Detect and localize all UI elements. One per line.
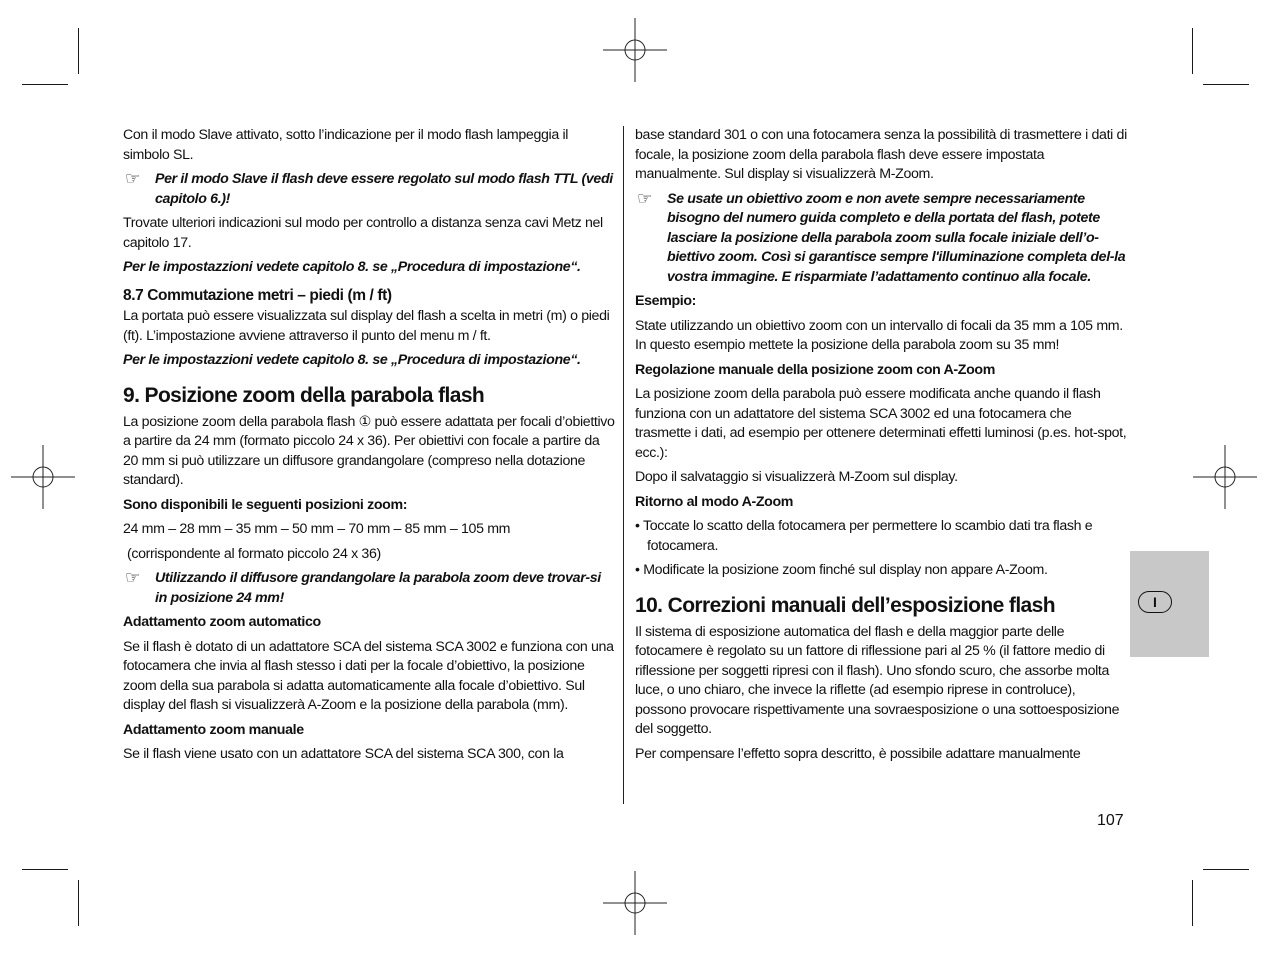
paragraph: base standard 301 o con una fotocamera senza la possibilità di trasmettere i dati di focale, la posizione zoom della parabola flash deve essere impostata manualmente. Sul display si visualizzerà M-Zoom. — [635, 127, 1127, 182]
bullet-item: • Toccate lo scatto della fotocamera per permettere lo scambio dati tra flash e fotocamera. — [635, 518, 1093, 554]
bullet-item: • Modificate la posizione zoom finché sul display non appare A-Zoom. — [635, 562, 1048, 578]
crop-mark — [1192, 880, 1193, 926]
subheading: Adattamento zoom manuale — [123, 721, 304, 738]
settings-reference: Per le impostazzioni vedete capitolo 8. se „Procedura di impostazione“. — [123, 259, 581, 275]
paragraph: Trovate ulteriori indicazioni sul modo per controllo a distanza senza cavi Metz nel capitolo 17. — [123, 215, 603, 251]
crop-mark — [78, 880, 79, 926]
subheading: Esempio: — [635, 293, 697, 309]
settings-reference: Per le impostazzioni vedete capitolo 8. se „Procedura di impostazione“. — [123, 352, 581, 368]
chapter-heading: 9. Posizione zoom della parabola flash — [123, 383, 485, 407]
paragraph: La portata può essere visualizzata sul display del flash a scelta in metri (m) o piedi (ft). L’impostazione avviene attraverso il punto del menu m / ft. — [123, 308, 610, 344]
crop-mark — [78, 28, 79, 74]
paragraph: Per compensare l’effetto sopra descritto, è possibile adattare manualmente — [635, 745, 1081, 762]
subheading: Ritorno al modo A-Zoom — [635, 493, 794, 510]
section-heading: 8.7 Commutazione metri – piedi (m / ft) — [123, 286, 392, 304]
paragraph: Se il flash viene usato con un adattatore SCA del sistema SCA 300, con la — [123, 746, 564, 762]
page-number: 107 — [1097, 812, 1124, 829]
registration-mark-icon — [1193, 445, 1257, 509]
paragraph: Il sistema di esposizione automatica del flash e della maggior parte delle fotocamere è regolato su un fattore di riflessione pari al 25 % (il fattore medio di riflessione per soggetti ripresi con il flash). Uno sfondo scuro, che assorbe molta luce, o uno chiaro, che invece la riflette (ad esempio riprese in controluce), possono provocare rispettivamente una sovraesposizione o una sottoesposizione del soggetto. — [635, 623, 1120, 737]
note-text: Per il modo Slave il flash deve essere regolato sul modo flash TTL (vedi capitolo 6.)! — [155, 171, 613, 207]
language-badge: I — [1138, 591, 1172, 613]
crop-mark — [1203, 869, 1249, 870]
paragraph: Dopo il salvataggio si visualizzerà M-Zoom sul display. — [635, 469, 958, 485]
note — [635, 190, 1127, 288]
right-column — [635, 126, 1127, 769]
note — [123, 170, 615, 209]
note — [123, 569, 615, 608]
left-column — [123, 126, 615, 770]
pointing-hand-icon: ☞ — [125, 568, 140, 587]
subheading: Regolazione manuale della posizione zoom con A-Zoom — [635, 361, 995, 378]
paragraph: Con il modo Slave attivato, sotto l’indicazione per il modo flash lampeggia il simbolo SL. — [123, 127, 569, 163]
note-text: Utilizzando il diffusore grandangolare la parabola zoom deve trovar-si in posizione 24 mm! — [155, 570, 601, 606]
paragraph: Se il flash è dotato di un adattatore SCA del sistema SCA 3002 e funziona con una fotocamera che invia al flash stesso i dati per la focale d’obiettivo, la posizione zoom della sua parabola si adatta automaticamente alla focale d’obiettivo. Sul display del flash si visualizzerà A-Zoom e la posizione della parabola (mm). — [123, 638, 614, 713]
crop-mark — [1203, 84, 1249, 85]
note-text: Se usate un obiettivo zoom e non avete sempre necessariamente bisogno del numero guida completo e della portata del flash, potete lasciare la posizione della parabola zoom sulla focale iniziale dell’o-biettivo zoom. Così si garantisce sempre l'illuminazione completa del-la vostra immagine. E risparmiate l’adattamento continuo alla focale. — [667, 190, 1126, 285]
pointing-hand-icon: ☞ — [637, 188, 652, 208]
zoom-positions-note: (corrispondente al formato piccolo 24 x 36) — [127, 545, 381, 562]
pointing-hand-icon: ☞ — [125, 169, 140, 188]
zoom-positions: 24 mm – 28 mm – 35 mm – 50 mm – 70 mm – 85 mm – 105 mm — [123, 521, 511, 537]
subheading: Sono disponibili le seguenti posizioni zoom: — [123, 496, 408, 513]
chapter-heading: 10. Correzioni manuali dell’esposizione flash — [635, 593, 1055, 617]
crop-mark — [22, 869, 68, 870]
crop-mark — [1192, 28, 1193, 74]
paragraph: La posizione zoom della parabola flash ① può essere adattata per focali d’obiettivo a partire da 24 mm (formato piccolo 24 x 36). Per obiettivi con focale a partire da 20 mm si può utilizzare un diffusore grandangolare (compreso nella dotazione standard). — [123, 413, 615, 488]
crop-mark — [22, 84, 68, 85]
paragraph: La posizione zoom della parabola può essere modificata anche quando il flash funziona con un adattatore del sistema SCA 3002 ed una fotocamera che trasmette i dati, ad esempio per ottenere determinati effetti luminosi (p.es. hot-spot, ecc.): — [635, 386, 1127, 461]
subheading: Adattamento zoom automatico — [123, 614, 321, 630]
registration-mark-icon — [603, 871, 667, 935]
column-divider — [623, 126, 624, 804]
registration-mark-icon — [11, 445, 75, 509]
language-tab — [1130, 551, 1209, 657]
paragraph: State utilizzando un obiettivo zoom con un intervallo di focali da 35 mm a 105 mm. In questo esempio mettete la posizione della parabola zoom su 35 mm! — [635, 317, 1123, 353]
registration-mark-icon — [603, 18, 667, 82]
